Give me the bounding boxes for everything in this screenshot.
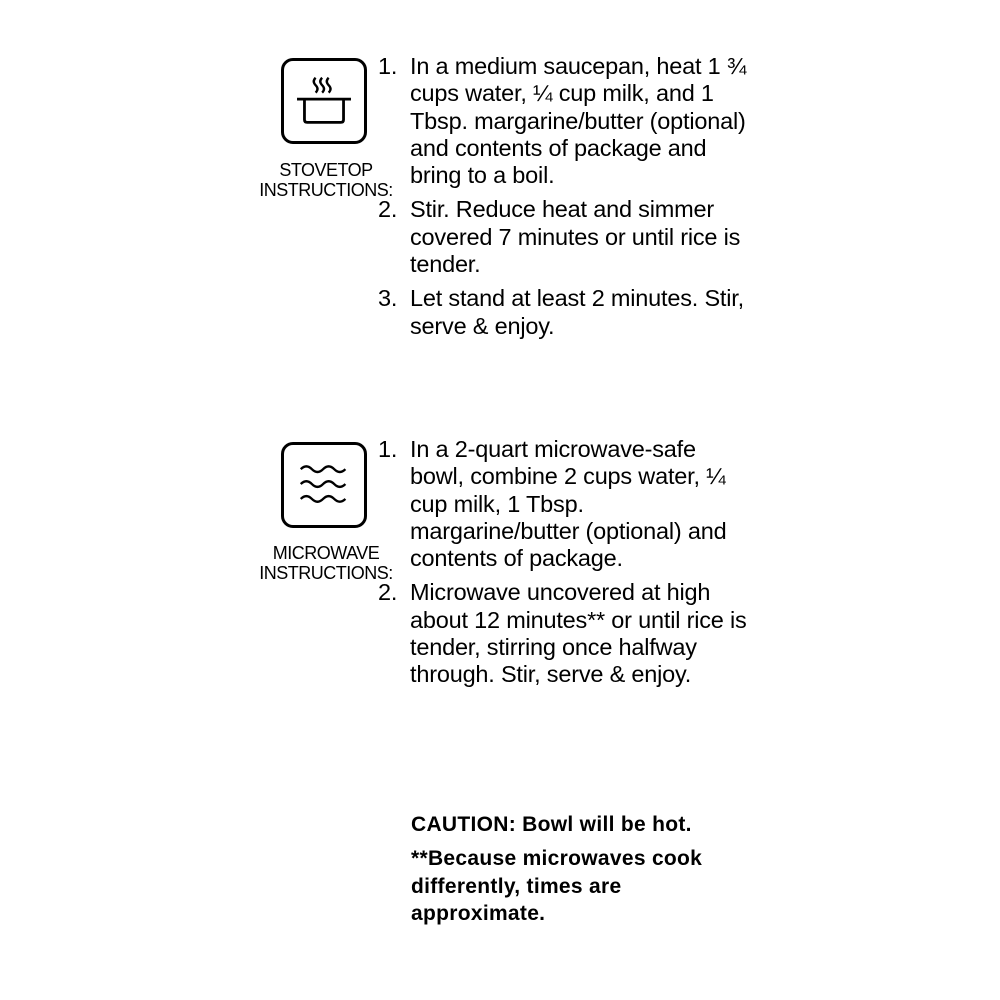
stovetop-step <box>376 53 750 189</box>
microwave-icon <box>281 442 367 528</box>
pot-icon <box>284 61 364 141</box>
stovetop-steps <box>376 53 750 347</box>
step-text: In a 2-quart microwave-safe bowl, combine 2 cups water, ¼ cup milk, 1 Tbsp. margarine/butter (optional) and contents of package. <box>410 436 727 572</box>
microwave-step <box>376 436 750 572</box>
step-number: 1. <box>378 436 398 462</box>
step-text: In a medium saucepan, heat 1 ¾ cups water, ¼ cup milk, and 1 Tbsp. margarine/butter (optional) and contents of package and bring to a boil. <box>410 53 747 189</box>
microwave-label-line1: MICROWAVE <box>272 543 380 563</box>
microwave-label <box>256 543 396 583</box>
step-number: 2. <box>378 579 398 606</box>
step-number: 1. <box>378 53 398 79</box>
caution-note: CAUTION: Bowl will be hot. <box>411 813 692 836</box>
step-text: Microwave uncovered at high about 12 minutes** or until rice is tender, stirring once halfway through. Stir, serve & enjoy. <box>410 579 747 688</box>
stovetop-label-line1: STOVETOP <box>279 160 373 180</box>
microwave-label-line2: INSTRUCTIONS: <box>259 563 393 583</box>
disclaimer-note: **Because microwaves cook differently, times are approximate. <box>411 847 703 925</box>
stovetop-step <box>376 285 750 340</box>
step-text: Let stand at least 2 minutes. Stir, serve & enjoy. <box>410 285 744 339</box>
stovetop-label <box>256 160 396 200</box>
stovetop-label-line2: INSTRUCTIONS: <box>259 180 393 200</box>
step-number: 2. <box>378 196 398 223</box>
stovetop-icon <box>281 58 367 144</box>
waves-icon <box>284 445 364 525</box>
stovetop-step <box>376 196 750 278</box>
step-number: 3. <box>378 285 398 312</box>
microwave-step <box>376 579 750 688</box>
notes-block <box>411 811 711 927</box>
microwave-steps <box>376 436 750 696</box>
step-text: Stir. Reduce heat and simmer covered 7 minutes or until rice is tender. <box>410 196 741 278</box>
